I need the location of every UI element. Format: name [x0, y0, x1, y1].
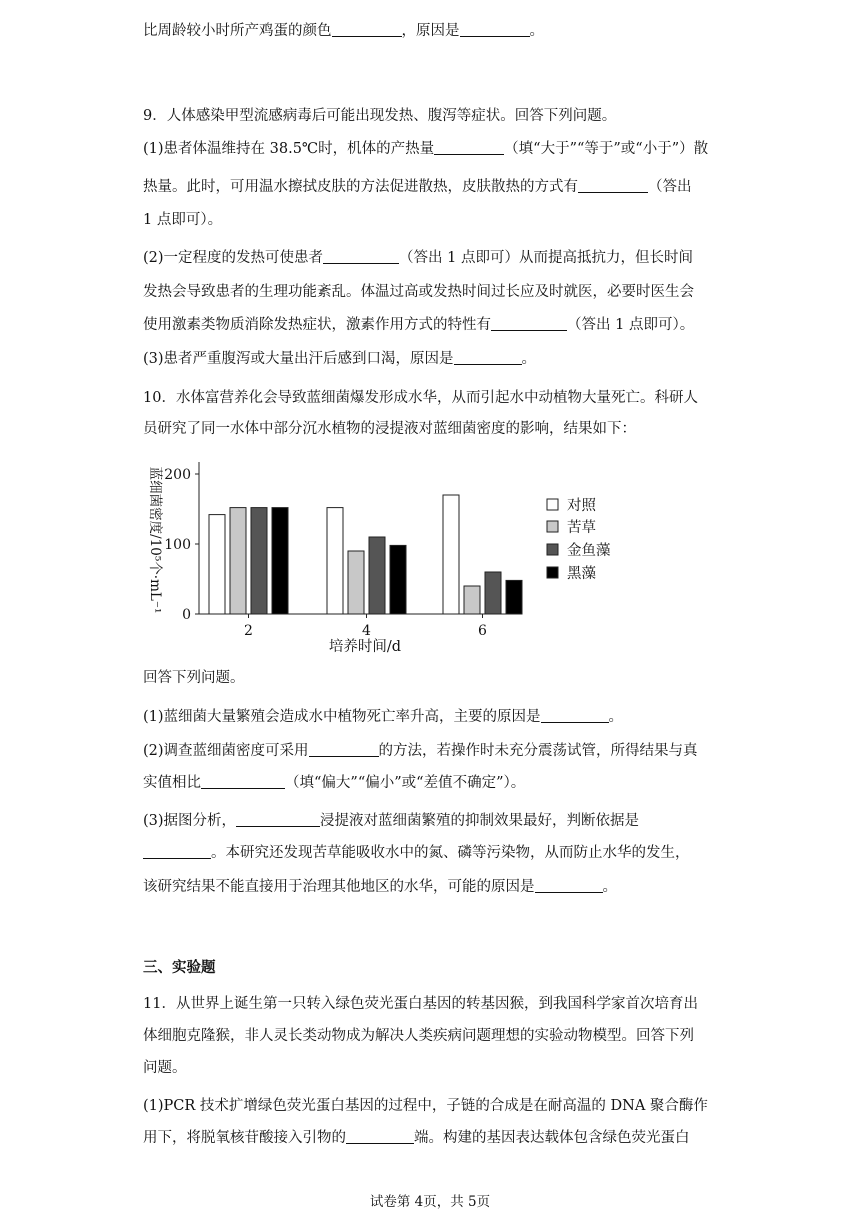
- bar: [443, 495, 459, 614]
- text-segment: (1)蓝细菌大量繁殖会造成水中植物死亡率升高，主要的原因是: [143, 709, 541, 725]
- answer-blank[interactable]: [434, 139, 504, 155]
- bar: [506, 580, 522, 614]
- text-segment: 使用激素类物质消除发热症状，激素作用方式的特性有: [143, 317, 491, 333]
- text-line: [143, 282, 694, 302]
- x-axis-label: 培养时间/d: [328, 639, 402, 655]
- text-segment: 。: [521, 351, 537, 367]
- bar: [209, 515, 225, 614]
- bar: [230, 508, 246, 614]
- answer-blank[interactable]: [332, 21, 402, 37]
- text-segment: (3)患者严重腹泻或大量出汗后感到口渴，原因是: [143, 351, 454, 367]
- legend-swatch: [547, 544, 558, 555]
- text-segment: (3)据图分析，: [143, 813, 237, 829]
- bar: [251, 508, 267, 614]
- text-segment: 端。构建的基因表达载体包含绿色荧光蛋白: [414, 1130, 690, 1146]
- answer-blank[interactable]: [201, 773, 285, 789]
- text-line: [143, 106, 616, 126]
- answer-blank[interactable]: [535, 877, 603, 893]
- text-line: [143, 811, 639, 831]
- legend-label: 黑藻: [567, 566, 596, 582]
- text-line: [143, 210, 222, 230]
- text-line: [143, 139, 708, 159]
- answer-blank[interactable]: [541, 707, 609, 723]
- bar: [390, 545, 406, 614]
- text-segment: (2)调查蓝细菌密度可采用: [143, 743, 309, 759]
- text-segment: 1 点即可）。: [143, 212, 223, 228]
- text-line: [143, 349, 536, 369]
- bar: [327, 508, 343, 614]
- text-line: [143, 1096, 708, 1116]
- answer-blank[interactable]: [236, 811, 320, 827]
- text-segment: 比周龄较小时所产鸡蛋的颜色: [143, 23, 332, 39]
- answer-blank[interactable]: [323, 248, 399, 264]
- answer-blank[interactable]: [346, 1128, 414, 1144]
- x-tick-label: 2: [244, 623, 253, 639]
- y-axis-label: 蓝细菌密度/10⁵个·mL⁻¹: [147, 466, 163, 614]
- answer-blank[interactable]: [578, 177, 648, 193]
- text-line: [143, 248, 693, 268]
- text-segment: (1)患者体温维持在 38.5℃时，机体的产热量: [143, 141, 435, 157]
- legend-label: 苦草: [567, 520, 596, 536]
- text-line: [143, 741, 698, 761]
- text-line: [143, 877, 617, 897]
- text-segment: 该研究结果不能直接用于治理其他地区的水华，可能的原因是: [143, 879, 535, 895]
- text-segment: 问题。: [143, 1060, 187, 1076]
- text-segment: 10．水体富营养化会导致蓝细菌爆发形成水华，从而引起水中动植物大量死亡。科研人: [143, 390, 698, 406]
- text-line: [143, 707, 623, 727]
- bar: [272, 508, 288, 614]
- text-segment: 热量。此时，可用温水擦拭皮肤的方法促进散热，皮肤散热的方式有: [143, 179, 578, 195]
- y-tick-label: 100: [164, 537, 191, 553]
- y-tick-label: 200: [164, 467, 191, 483]
- text-segment: (2)一定程度的发热可使患者: [143, 250, 324, 266]
- text-segment: 。: [529, 23, 544, 39]
- text-line: [143, 1128, 690, 1148]
- text-segment: （答出: [648, 179, 692, 195]
- text-segment: 回答下列问题。: [143, 670, 245, 686]
- text-line: [143, 21, 544, 41]
- text-segment: （答出 1 点即可）从而提高抵抗力，但长时间: [399, 250, 693, 266]
- y-tick-label: 0: [182, 607, 191, 623]
- page-footer: 试卷第 4页，共 5页: [369, 1194, 491, 1210]
- text-line: [143, 315, 694, 335]
- text-line: [143, 388, 698, 408]
- bar: [348, 551, 364, 614]
- answer-blank[interactable]: [454, 349, 522, 365]
- text-segment: 11．从世界上诞生第一只转入绿色荧光蛋白基因的转基因猴，到我国科学家首次培育出: [143, 996, 698, 1012]
- answer-blank[interactable]: [143, 843, 211, 859]
- text-line: [143, 668, 245, 688]
- text-segment: 体细胞克隆猴，非人灵长类动物成为解决人类疾病问题理想的实验动物模型。回答下列: [143, 1028, 694, 1044]
- text-line: [143, 177, 692, 197]
- x-tick-label: 4: [362, 623, 371, 639]
- text-segment: （填“大于”“等于”或“小于”）散: [504, 141, 709, 157]
- text-segment: ，原因是: [401, 23, 460, 39]
- legend-swatch: [547, 499, 558, 510]
- x-tick-label: 6: [478, 623, 487, 639]
- legend-label: 对照: [567, 498, 596, 514]
- text-segment: （答出 1 点即可）。: [567, 317, 695, 333]
- text-segment: (1)PCR 技术扩增绿色荧光蛋白基因的过程中，子链的合成是在耐高温的 DNA 聚合酶作: [143, 1098, 708, 1114]
- text-segment: 。: [608, 709, 624, 725]
- section-title: 三、实验题: [143, 960, 216, 976]
- text-line: [143, 994, 698, 1014]
- bar: [485, 572, 501, 614]
- bar: [464, 586, 480, 614]
- text-segment: 。本研究还发现苦草能吸收水中的氮、磷等污染物，从而防止水华的发生，: [211, 845, 690, 861]
- text-segment: 的方法，若操作时未充分震荡试管，所得结果与真: [378, 743, 698, 759]
- text-line: [143, 419, 636, 439]
- text-line: [143, 773, 525, 793]
- text-segment: 员研究了同一水体中部分沉水植物的浸提液对蓝细菌密度的影响，结果如下：: [143, 421, 636, 437]
- text-segment: 浸提液对蓝细菌繁殖的抑制效果最好，判断依据是: [320, 813, 640, 829]
- text-segment: 用下，将脱氧核苷酸接入引物的: [143, 1130, 346, 1146]
- text-line: [143, 843, 690, 863]
- bar: [369, 537, 385, 614]
- legend-swatch: [547, 521, 558, 532]
- answer-blank[interactable]: [460, 21, 530, 37]
- answer-blank[interactable]: [491, 315, 567, 331]
- text-segment: （填“偏大”“偏小”或“差值不确定”）。: [285, 775, 526, 791]
- legend-swatch: [547, 567, 558, 578]
- text-segment: 9．人体感染甲型流感病毒后可能出现发热、腹泻等症状。回答下列问题。: [143, 108, 617, 124]
- text-line: [143, 1026, 694, 1046]
- text-line: [143, 1058, 187, 1078]
- text-segment: 发热会导致患者的生理功能紊乱。体温过高或发热时间过长应及时就医，必要时医生会: [143, 284, 694, 300]
- text-segment: 。: [602, 879, 617, 895]
- answer-blank[interactable]: [309, 741, 379, 757]
- legend-label: 金鱼藻: [567, 543, 611, 559]
- text-segment: 实值相比: [143, 775, 201, 791]
